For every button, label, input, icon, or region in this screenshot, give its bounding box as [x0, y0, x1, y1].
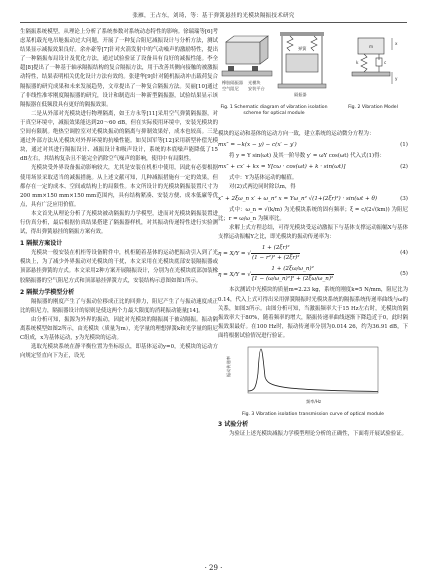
- equation-number: (1): [400, 142, 408, 149]
- spring-icon: [311, 36, 317, 51]
- figure-label: 安装平台: [248, 86, 265, 91]
- paragraph: 光模块一般安装在机柜等设备附件中，机柜随着基体的运动把振动引入到了光模块上，为了减少外界振动对光模块的干扰，本文采用在光模块底部安装隔振器或顶部悬挂弹簧的方式。本文采用2种方案开展隔振设计，分别为在光模块底部加装橡胶隔振器的空气阻尼方式和顶部悬挂弹簧方式，安装结构示意图如图1所示。: [20, 250, 218, 284]
- figure-label: 橡胶隔振器: [222, 80, 243, 85]
- rubber-isolator: [228, 66, 234, 71]
- fraction: $\frac{\text{1 + (2ξr)²}}{\text{(1 − r²)² + (2ξr)²}}$: [251, 245, 300, 262]
- equation-number: (5): [400, 271, 408, 278]
- plot-frame: [248, 347, 378, 393]
- equation-1: [218, 141, 408, 150]
- paragraph: 求解上式方程总结，可得光模块受运动激振下与基体支撑运动振幅X与基体支撑运动振幅Y之比，即光模块的振动传递率为：: [218, 224, 408, 240]
- equation-lhs: η = X/Y =: [218, 251, 246, 258]
- paragraph: 隔振器的刚度产生了与振动位移成正比的回弹力，阻尼产生了与振动速度成正比的阻尼力，隔振器设计的原则是使这两个力最大限度的消耗振动能量[14]。: [20, 298, 218, 314]
- optical-module-box: [286, 54, 318, 72]
- page-number: · 29 ·: [204, 564, 223, 572]
- paragraph: 光模块受外界设备振动影响较大，尤其是安装在机柜中使用，因此有必要根据使用场景采取适当的减振措施。从上述文献可知，几种减振措施有一定的效果，但都存在一定的成本、空间或结构上的局限性。本文所设计的光模块隔振装置尺寸为200 mm×150 mm×150 mm范围内，具有结构紧凑、安装方便、成本低廉等优点，具有广泛应用价值。: [20, 165, 218, 208]
- equation-body: η = X/Y = √ $\frac{\text{1 + (2ξr)²}}{\text{(1 − r²)² + (2ξr)²}}$: [218, 244, 300, 263]
- paragraph: 本次测试中光模块的质量m=2.23 kg，系统的刚度k=5 N/mm，阻尼比为0.14，代入上式可得出采用弹簧隔振时光模块系统的隔振系统传递率曲线与ω的关系，如图3所示。由图分析可知，当激振频率大于15 Hz左右时，光模块的隔振效率大于80%，随着频率的增大，隔振传递率曲线逐渐下降趋近于0，此时隔振效果最好。在100 Hz时，振动传递率分别为0.014 26，约为36.91 dB，下面将根据试验情况进行验证。: [218, 287, 408, 339]
- paragraph: 将 y = Y sin(ωt) 及其一阶导数 y′ = ωY cos(ωt) 代入式(1)得：: [229, 153, 385, 160]
- equation-number: (4): [400, 250, 408, 257]
- figure-caption: Fig. 3 Vibration isolation transmission curve of optical module: [242, 412, 384, 418]
- figure-caption: Fig. 1 Schematic diagram of vibration isolation scheme for optical module: [220, 105, 328, 116]
- fraction: $\frac{\text{1 + (2ξω/ω\_n)²}}{\text{[1 − (ω/ω\_n)²]² + (2ξω/ω\_n)²}}$: [251, 266, 334, 283]
- equation-2: [218, 163, 408, 172]
- figure-2: [338, 28, 408, 130]
- paragraph: 式中：ω_n = √(k/m) 为光模块系统的固有频率；ξ = c/(2√(km)) 为阻尼比；r = ω/ω_n 为频率比。: [218, 206, 408, 222]
- mount-platform: [222, 71, 272, 76]
- paragraph: 对(2)式两边同时除以m，得: [229, 184, 296, 191]
- equation-body: η = X/Y = √ $\frac{\text{1 + (2ξω/ω\_n)²}}{\text{[1 − (ω/ω\_n)²]² + (2ξω/ω\_n)²}}$: [218, 265, 334, 284]
- left-column: [20, 28, 218, 548]
- rubber-isolator: [252, 66, 258, 71]
- hang-beam: [280, 32, 324, 36]
- equation-number: (2): [400, 164, 408, 171]
- equation-5: [218, 265, 408, 284]
- paragraph: 选取光模块系统在静平衡位置为坐标原点，即基体运动y=0，光模块的运动方向规定竖直向下为正，设光: [20, 344, 218, 360]
- figure-label: y: [395, 76, 398, 81]
- y-axis-label: 振动传递率: [226, 356, 231, 377]
- figure-label: 隔振器: [294, 92, 307, 97]
- figure-label: 空气阻尼: [222, 86, 239, 91]
- equation-body: x″ + 2ξω_n x′ + ω_n² x = Yω_n² √(1+(2ξr)²) · sin(ωt + θ): [218, 195, 378, 202]
- paragraph: 生隔振系统模型，从理论上分析了系统参数对系统动态特性的影响。徐瑞瑞等[6]考虑某机载光电吊舱振动过大问题，开展了一种复合阻尼减振设计与分析方法，测试结果显示减振效果良好。余亦豪等[7]针对火箭发射中的气动噪声的激励特性，提出了一种隔振布局设计及优化方法，通过试验验证了设备具有良好的减振性能。李全超[8]提出了一种基于轴承隔振结构的复合隔振方法，用于改善其侧向接触的被激振动特性，结果表明相关优化设计方法有效的。张建华[9]针对随机振动冲击载荷复合隔振器的研究成果和未来发展趋势，文章提出了一种复合隔振方法。吴丽[10]通过了非线性准零刚度隔振器的研究，设计和制造出一种新型隔振器，试验结果显示该隔振器在低频段具有更好的隔振效果。: [20, 29, 218, 108]
- optical-module-box: [226, 42, 260, 64]
- section-heading: 2 隔振力学模型分析: [20, 288, 75, 296]
- figure-3: [218, 343, 408, 418]
- equation-body: mx″ + cx′ + kx = Y[cω · cos(ωt) + k · sin(ωt)]: [218, 164, 346, 171]
- figure-label: m: [369, 44, 374, 49]
- mount-platform: [278, 84, 326, 88]
- figure-label: 弹簧: [298, 46, 307, 51]
- paragraph: 由分析可知，振源为外界的振动，因此对光模块的隔振属于被动隔振。振动隔离系统模型如图2所示，由光模块（质量为m），光学量的理想弹簧k和光学量的阻尼C组成，x为基体运动，y为光模块的运动。: [20, 316, 218, 342]
- spring-icon: [287, 36, 293, 51]
- x-axis-label: 频率/Hz: [306, 398, 322, 404]
- figure-label: x: [395, 41, 398, 46]
- transmissibility-curve: [248, 349, 378, 392]
- equation-body: mx″ = −k(x − y) − c(x′ − y′): [218, 142, 297, 149]
- running-head: 张雁，王占东，刘琦，等：基于弹簧悬挂的光模块隔振技术研究: [132, 13, 295, 19]
- spring-icon: [361, 54, 367, 72]
- paragraph: 二是从外部对光模块进行物理隔离，如王方永等[11]采用空气弹簧隔振器，对于真空环境中，减振效果能达到20～60 dB，但在实际使用环境中，安装光模块的空间有限制。绝热空调腔室对光模块振动的隔离与抑制效果好，成本也较高。三是通过外部方法从光模块对外界环境的抗噪性能。如吴国军等[12]采用新型补偿光模块，通过对其进行隔振设计、减振设计和吸声设计，系统的本底噪声能降低了15 dB左右，其结构复杂且不能完全消除空气噪声的影响，使用中有局限性。: [20, 110, 218, 163]
- equation-3: [218, 195, 408, 204]
- section-heading: 1 隔振方案设计: [20, 240, 63, 248]
- paragraph: 本文首先从理论分析了光模块被动隔振的力学模型，进而对光模块隔振装置进行仿真分析，最后根据仿真结果搭建了隔振器样机，对其振动传递特性进行实验测试，得出弹簧悬挂的隔振方案有效。: [20, 210, 218, 236]
- right-column: [218, 28, 408, 548]
- figure-caption: Fig. 2 Vibration Model: [348, 105, 398, 111]
- header-rule: [20, 22, 407, 23]
- transmissibility-chart: [218, 343, 408, 407]
- paragraph: 模块的运动和基体的运动方向一致，建立系统的运动微分方程为：: [218, 131, 375, 137]
- figure-1: [218, 28, 330, 130]
- base-plate: [352, 72, 390, 76]
- figure-label: 光模块: [248, 80, 261, 85]
- paragraph: 式中：Y为基体运动的幅值。: [229, 175, 298, 182]
- equation-number: (3): [400, 195, 408, 202]
- equation-4: [218, 244, 408, 263]
- figure-1-diagram: [218, 28, 330, 100]
- figure-label: c: [384, 60, 387, 65]
- figure-2-diagram: [338, 28, 408, 100]
- equation-lhs: η = X/Y =: [218, 272, 246, 279]
- figure-row: [218, 28, 408, 130]
- section-heading: 3 试验分析: [218, 420, 249, 428]
- paragraph: 为验证上述光模块减振力学模型理论分析的正确性，下面将开展试验验证。: [229, 430, 407, 437]
- figure-label: k: [356, 60, 359, 65]
